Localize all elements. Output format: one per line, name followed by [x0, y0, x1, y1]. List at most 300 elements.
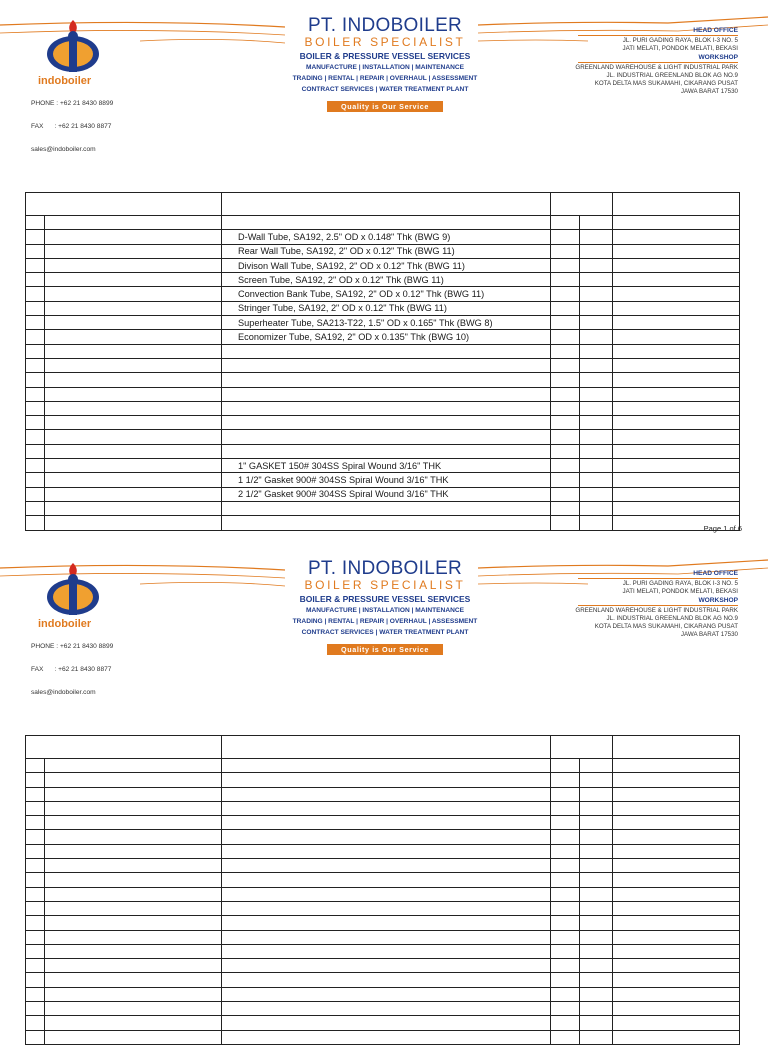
company-specialty: BOILER SPECIALIST: [304, 35, 466, 49]
tagline-banner: Quality is Our Service: [327, 101, 443, 112]
tagline-banner: Quality is Our Service: [327, 644, 443, 655]
contact-block: [31, 628, 113, 712]
table-row: [26, 444, 740, 458]
table-cell: [551, 416, 580, 430]
table-cell: [551, 873, 580, 887]
table-cell: [26, 787, 45, 801]
table-cell: [45, 387, 222, 401]
table-cell: [580, 487, 613, 501]
table-cell: [580, 287, 613, 301]
description-cell: [222, 830, 551, 844]
table-cell: [45, 459, 222, 473]
table-cell: [45, 787, 222, 801]
divider: [578, 62, 738, 63]
company-logo: [38, 563, 118, 630]
table-cell: [613, 501, 740, 515]
table-cell: [551, 1002, 580, 1016]
table-cell: [26, 887, 45, 901]
workshop-title: WORKSHOP: [698, 53, 738, 61]
description-cell: [222, 973, 551, 987]
table-row: [26, 358, 740, 372]
table-cell: [551, 801, 580, 815]
table-cell: [551, 773, 580, 787]
table-cell: [45, 344, 222, 358]
table-cell: [26, 473, 45, 487]
table-cell: [45, 230, 222, 244]
description-cell: [222, 344, 551, 358]
table-cell: [45, 1002, 222, 1016]
table-cell: [26, 244, 45, 258]
table-row: [26, 859, 740, 873]
table-cell: [45, 316, 222, 330]
items-table-page-1: [25, 192, 740, 531]
table-cell: [551, 759, 580, 773]
description-cell: [222, 1002, 551, 1016]
table-cell: [580, 373, 613, 387]
table-cell: [551, 358, 580, 372]
table-cell: [613, 430, 740, 444]
description-cell: [222, 387, 551, 401]
table-cell: [45, 216, 222, 230]
table-cell: [613, 358, 740, 372]
table-cell: [580, 787, 613, 801]
table-cell: [45, 887, 222, 901]
office-address-block: [575, 570, 738, 640]
table-cell: [26, 501, 45, 515]
table-cell: [45, 973, 222, 987]
table-cell: [45, 244, 222, 258]
table-cell: [551, 501, 580, 515]
table-row: [26, 787, 740, 801]
logo-wordmark: indoboiler: [38, 75, 92, 87]
table-cell: [45, 1030, 222, 1044]
head-office-line: JATI MELATI, PONDOK MELATI, BEKASI: [622, 588, 738, 596]
table-header-row: [26, 193, 740, 216]
description-cell: 1" GASKET 150# 304SS Spiral Wound 3/16" THK: [222, 459, 551, 473]
table-row: [26, 316, 740, 330]
table-cell: [26, 358, 45, 372]
table-cell: [26, 944, 45, 958]
table-cell: [613, 216, 740, 230]
table-cell: [45, 873, 222, 887]
table-cell: [551, 316, 580, 330]
header-cell: [551, 193, 613, 216]
table-cell: [45, 773, 222, 787]
logo-emblem-icon: [38, 20, 108, 72]
workshop-title: WORKSHOP: [698, 596, 738, 604]
table-row: [26, 487, 740, 501]
table-row: [26, 873, 740, 887]
workshop-line: JL. INDUSTRIAL GREENLAND BLOK AG NO.9: [606, 615, 738, 623]
table-cell: [551, 916, 580, 930]
table-cell: [26, 859, 45, 873]
table-cell: [613, 959, 740, 973]
table-row: [26, 959, 740, 973]
table-cell: [45, 944, 222, 958]
table-cell: [45, 859, 222, 873]
table-cell: [613, 844, 740, 858]
table-cell: [580, 216, 613, 230]
table-row: [26, 1002, 740, 1016]
table-cell: [26, 387, 45, 401]
header-cell: [26, 193, 222, 216]
description-cell: Convection Bank Tube, SA192, 2" OD x 0.12" Thk (BWG 11): [222, 287, 551, 301]
table-cell: [580, 973, 613, 987]
table-cell: [45, 487, 222, 501]
divider: [578, 578, 738, 579]
table-cell: [580, 1002, 613, 1016]
table-cell: [613, 487, 740, 501]
table-row: [26, 416, 740, 430]
description-cell: Divison Wall Tube, SA192, 2" OD x 0.12" Thk (BWG 11): [222, 258, 551, 272]
table-row: [26, 773, 740, 787]
table-cell: [45, 273, 222, 287]
table-cell: [26, 987, 45, 1001]
table-cell: [551, 944, 580, 958]
table-cell: [26, 759, 45, 773]
table-cell: [613, 987, 740, 1001]
office-address-block: [575, 27, 738, 97]
services-title: BOILER & PRESSURE VESSEL SERVICES: [299, 51, 471, 61]
description-cell: [222, 873, 551, 887]
description-cell: [222, 887, 551, 901]
table-row: [26, 216, 740, 230]
table-cell: [580, 959, 613, 973]
table-cell: [580, 501, 613, 515]
table-cell: [551, 373, 580, 387]
table-row: [26, 230, 740, 244]
table-cell: [613, 273, 740, 287]
description-cell: [222, 859, 551, 873]
table-cell: [26, 216, 45, 230]
table-row: [26, 244, 740, 258]
table-cell: [551, 1016, 580, 1030]
table-cell: [580, 859, 613, 873]
table-cell: [45, 358, 222, 372]
fax-text: FAX : +62 21 8430 8877: [31, 122, 112, 130]
table-cell: [26, 816, 45, 830]
description-cell: [222, 944, 551, 958]
table-cell: [580, 773, 613, 787]
table-cell: [551, 987, 580, 1001]
table-cell: [580, 801, 613, 815]
table-cell: [613, 316, 740, 330]
table-cell: [580, 901, 613, 915]
table-cell: [551, 244, 580, 258]
head-office-line: JL. PURI GADING RAYA, BLOK I-3 NO. 5: [622, 37, 738, 45]
table-cell: [613, 416, 740, 430]
description-cell: [222, 959, 551, 973]
service-line-3: CONTRACT SERVICES | WATER TREATMENT PLANT: [301, 629, 469, 637]
table-cell: [26, 459, 45, 473]
table-cell: [26, 773, 45, 787]
table-cell: [613, 1002, 740, 1016]
letterhead-page-1: [0, 0, 768, 153]
table-cell: [613, 373, 740, 387]
table-row: [26, 901, 740, 915]
table-cell: [613, 759, 740, 773]
header-cell: [551, 736, 613, 759]
table-cell: [580, 358, 613, 372]
table-cell: [551, 301, 580, 315]
description-cell: 2 1/2" Gasket 900# 304SS Spiral Wound 3/16" THK: [222, 487, 551, 501]
table-cell: [551, 344, 580, 358]
header-cell: [222, 736, 551, 759]
table-cell: [613, 816, 740, 830]
header-cell: [26, 736, 222, 759]
description-cell: [222, 516, 551, 530]
table-cell: [580, 944, 613, 958]
table-cell: [26, 316, 45, 330]
table-cell: [551, 401, 580, 415]
description-cell: Screen Tube, SA192, 2" OD x 0.12" Thk (BWG 11): [222, 273, 551, 287]
table-cell: [613, 244, 740, 258]
description-cell: Superheater Tube, SA213-T22, 1.5" OD x 0.165" Thk (BWG 8): [222, 316, 551, 330]
service-line-2: TRADING | RENTAL | REPAIR | OVERHAUL | ASSESSMENT: [292, 75, 478, 83]
description-cell: [222, 787, 551, 801]
table-cell: [26, 1002, 45, 1016]
head-office-title: HEAD OFFICE: [693, 570, 738, 577]
table-cell: [551, 258, 580, 272]
company-name: PT. INDOBOILER: [307, 558, 463, 579]
table-cell: [613, 287, 740, 301]
table-cell: [45, 801, 222, 815]
description-cell: [222, 430, 551, 444]
table-cell: [580, 230, 613, 244]
description-cell: [222, 216, 551, 230]
table-cell: [551, 387, 580, 401]
table-cell: [551, 830, 580, 844]
table-cell: [580, 387, 613, 401]
table-row: [26, 973, 740, 987]
table-cell: [551, 930, 580, 944]
table-cell: [551, 287, 580, 301]
table-cell: [26, 330, 45, 344]
table-row: [26, 987, 740, 1001]
service-line-3: CONTRACT SERVICES | WATER TREATMENT PLANT: [301, 86, 469, 94]
workshop-line: GREENLAND WAREHOUSE & LIGHT INDUSTRIAL PARK: [575, 606, 738, 614]
description-cell: [222, 916, 551, 930]
description-cell: [222, 358, 551, 372]
items-table-page-2: [25, 735, 740, 1045]
table-cell: [45, 401, 222, 415]
table-cell: [45, 430, 222, 444]
table-cell: [551, 216, 580, 230]
description-cell: [222, 444, 551, 458]
workshop-line: GREENLAND WAREHOUSE & LIGHT INDUSTRIAL PARK: [575, 63, 738, 71]
table-cell: [551, 901, 580, 915]
table-cell: [613, 944, 740, 958]
table-cell: [551, 816, 580, 830]
table-cell: [26, 1030, 45, 1044]
table-cell: [26, 487, 45, 501]
table-row: [26, 287, 740, 301]
company-specialty: BOILER SPECIALIST: [304, 578, 466, 592]
table-cell: [580, 459, 613, 473]
table-cell: [580, 830, 613, 844]
table-cell: [45, 959, 222, 973]
table-row: [26, 273, 740, 287]
table-cell: [26, 930, 45, 944]
description-cell: [222, 801, 551, 815]
table-cell: [551, 887, 580, 901]
phone-text: PHONE : +62 21 8430 8899: [31, 643, 114, 651]
table-row: [26, 330, 740, 344]
table-cell: [45, 258, 222, 272]
table-cell: [613, 444, 740, 458]
table-cell: [551, 444, 580, 458]
table-cell: [551, 1030, 580, 1044]
table-cell: [26, 801, 45, 815]
table-row: [26, 830, 740, 844]
description-cell: Economizer Tube, SA192, 2" OD x 0.135" Thk (BWG 10): [222, 330, 551, 344]
table-row: [26, 459, 740, 473]
table-row: [26, 916, 740, 930]
table-cell: [613, 916, 740, 930]
service-line-1: MANUFACTURE | INSTALLATION | MAINTENANCE: [305, 64, 465, 71]
table-cell: [26, 516, 45, 530]
head-office-title: HEAD OFFICE: [693, 27, 738, 34]
table-row: [26, 373, 740, 387]
table-row: [26, 301, 740, 315]
table-cell: [551, 330, 580, 344]
table-cell: [580, 473, 613, 487]
workshop-line: JAWA BARAT 17530: [680, 631, 738, 639]
table-row: [26, 473, 740, 487]
table-cell: [580, 987, 613, 1001]
table-row: [26, 887, 740, 901]
table-cell: [26, 344, 45, 358]
table-cell: [45, 1016, 222, 1030]
table-cell: [26, 830, 45, 844]
description-cell: [222, 373, 551, 387]
description-cell: [222, 844, 551, 858]
description-cell: 1 1/2" Gasket 900# 304SS Spiral Wound 3/16" THK: [222, 473, 551, 487]
email-text: sales@indoboiler.com: [31, 145, 96, 153]
description-cell: [222, 901, 551, 915]
letterhead-page-2: [0, 543, 768, 696]
email-text: sales@indoboiler.com: [31, 688, 96, 696]
table-cell: [45, 916, 222, 930]
workshop-line: KOTA DELTA MAS SUKAMAHI, CIKARANG PUSAT: [594, 623, 738, 631]
table-row: [26, 501, 740, 515]
table-cell: [551, 487, 580, 501]
table-cell: [580, 1016, 613, 1030]
table-cell: [613, 344, 740, 358]
table-cell: [580, 516, 613, 530]
table-cell: [580, 273, 613, 287]
table-cell: [613, 973, 740, 987]
table-cell: [580, 930, 613, 944]
table-row: [26, 1030, 740, 1044]
table-cell: [45, 987, 222, 1001]
table-cell: [580, 344, 613, 358]
workshop-line: KOTA DELTA MAS SUKAMAHI, CIKARANG PUSAT: [594, 80, 738, 88]
description-cell: [222, 759, 551, 773]
table-cell: [26, 1016, 45, 1030]
table-cell: [613, 873, 740, 887]
table-row: [26, 258, 740, 272]
phone-text: PHONE : +62 21 8430 8899: [31, 100, 114, 108]
table-cell: [26, 916, 45, 930]
table-cell: [45, 816, 222, 830]
company-name: PT. INDOBOILER: [307, 15, 463, 36]
table-cell: [580, 873, 613, 887]
table-cell: [26, 444, 45, 458]
table-cell: [613, 830, 740, 844]
table-cell: [613, 473, 740, 487]
table-cell: [613, 1030, 740, 1044]
description-cell: Stringer Tube, SA192, 2" OD x 0.12" Thk (BWG 11): [222, 301, 551, 315]
table-cell: [45, 473, 222, 487]
table-cell: [613, 887, 740, 901]
table-row: [26, 430, 740, 444]
table-cell: [580, 416, 613, 430]
table-cell: [580, 759, 613, 773]
table-row: [26, 401, 740, 415]
description-cell: D-Wall Tube, SA192, 2.5" OD x 0.148" Thk (BWG 9): [222, 230, 551, 244]
head-office-line: JATI MELATI, PONDOK MELATI, BEKASI: [622, 45, 738, 53]
header-cell: [613, 736, 740, 759]
table-cell: [551, 859, 580, 873]
table-cell: [613, 230, 740, 244]
description-cell: [222, 987, 551, 1001]
table-cell: [613, 787, 740, 801]
table-cell: [551, 230, 580, 244]
table-cell: [613, 387, 740, 401]
divider: [578, 35, 738, 36]
table-cell: [45, 301, 222, 315]
table-cell: [613, 801, 740, 815]
table-cell: [551, 959, 580, 973]
service-line-1: MANUFACTURE | INSTALLATION | MAINTENANCE: [305, 607, 465, 614]
table-cell: [580, 816, 613, 830]
table-cell: [613, 773, 740, 787]
table-cell: [26, 287, 45, 301]
table-row: [26, 344, 740, 358]
table-header-row: [26, 736, 740, 759]
table-cell: [26, 901, 45, 915]
table-row: [26, 759, 740, 773]
page-number: Page 1 of 6: [703, 524, 742, 533]
head-office-line: JL. PURI GADING RAYA, BLOK I-3 NO. 5: [622, 580, 738, 588]
services-title: BOILER & PRESSURE VESSEL SERVICES: [299, 594, 471, 604]
description-cell: [222, 401, 551, 415]
table-cell: [551, 973, 580, 987]
table-cell: [26, 959, 45, 973]
description-cell: [222, 501, 551, 515]
table-cell: [580, 330, 613, 344]
table-cell: [26, 844, 45, 858]
service-line-2: TRADING | RENTAL | REPAIR | OVERHAUL | ASSESSMENT: [292, 618, 478, 626]
table-cell: [580, 401, 613, 415]
table-cell: [45, 830, 222, 844]
table-row: [26, 844, 740, 858]
table-cell: [613, 401, 740, 415]
table-row: [26, 516, 740, 530]
logo-wordmark: indoboiler: [38, 618, 92, 630]
table-row: [26, 801, 740, 815]
company-block: [285, 16, 485, 114]
table-cell: [45, 287, 222, 301]
table-cell: [45, 444, 222, 458]
table-cell: [551, 459, 580, 473]
description-cell: [222, 816, 551, 830]
description-cell: [222, 930, 551, 944]
table-cell: [45, 759, 222, 773]
table-cell: [580, 316, 613, 330]
table-cell: [551, 844, 580, 858]
